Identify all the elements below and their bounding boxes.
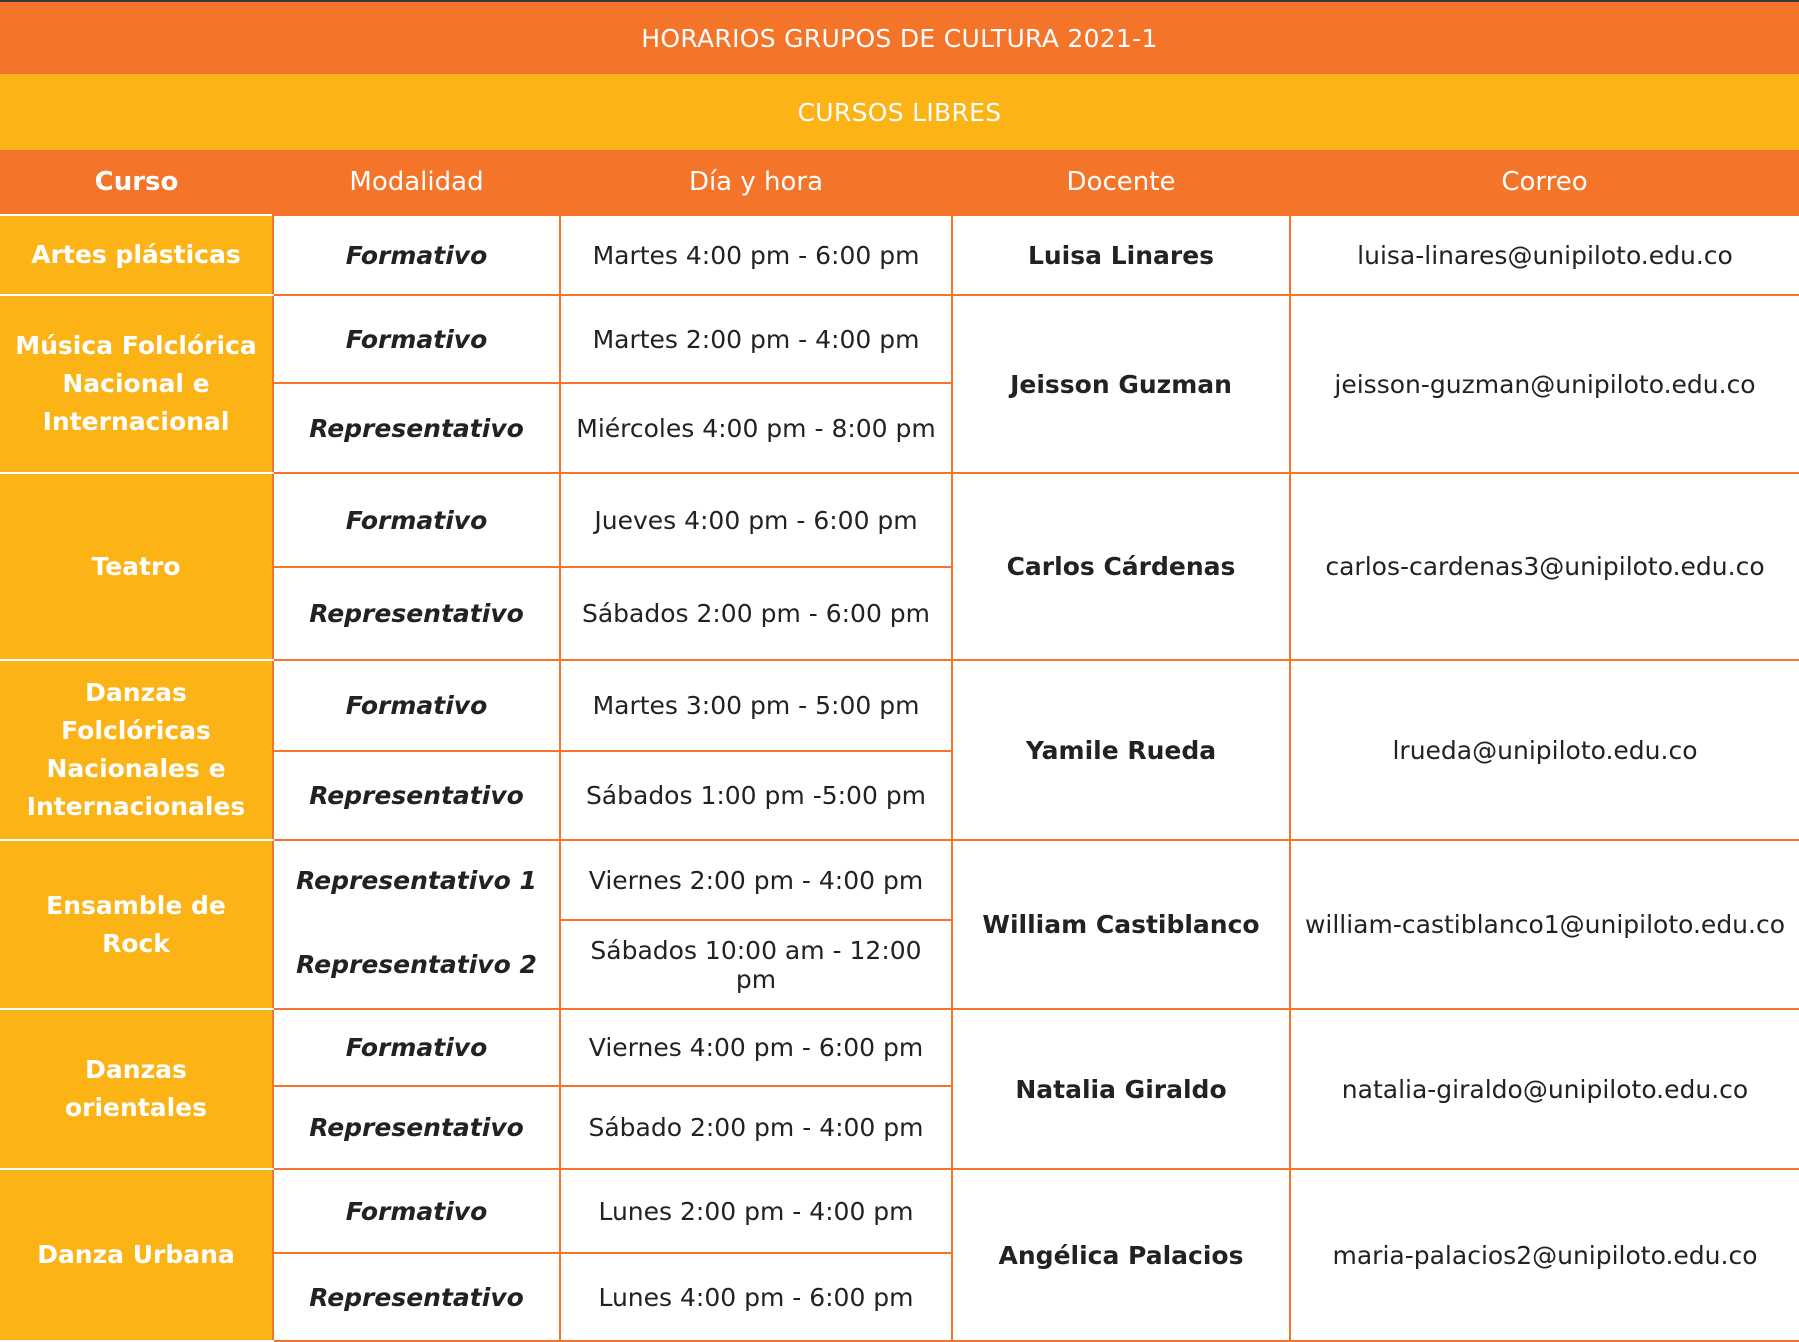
- modality-cell: Formativo: [273, 215, 560, 295]
- schedule-cell: Sábados 10:00 am - 12:00 pm: [560, 920, 952, 1009]
- teacher-name: Angélica Palacios: [952, 1169, 1290, 1341]
- schedule-cell: Sábados 2:00 pm - 6:00 pm: [560, 567, 952, 660]
- course-name: Ensamble de Rock: [0, 840, 273, 1009]
- teacher-name: Luisa Linares: [952, 215, 1290, 295]
- modality-cell: Formativo: [273, 473, 560, 567]
- modality-cell: Representativo 1: [273, 840, 560, 920]
- course-name: Teatro: [0, 473, 273, 660]
- schedule-cell: Lunes 2:00 pm - 4:00 pm: [560, 1169, 952, 1253]
- schedule-cell: Martes 4:00 pm - 6:00 pm: [560, 215, 952, 295]
- teacher-email[interactable]: natalia-giraldo@unipiloto.edu.co: [1290, 1009, 1799, 1169]
- table-header-row: [0, 150, 1799, 215]
- column-header-correo: Correo: [1290, 150, 1799, 215]
- page-title: HORARIOS GRUPOS DE CULTURA 2021-1: [0, 2, 1799, 74]
- course-name: Danza Urbana: [0, 1169, 273, 1341]
- course-name: Danzas Folclóricas Nacionales e Internacionales: [0, 660, 273, 840]
- teacher-email[interactable]: maria-palacios2@unipiloto.edu.co: [1290, 1169, 1799, 1341]
- modality-cell: Formativo: [273, 295, 560, 383]
- modality-cell: Formativo: [273, 1169, 560, 1253]
- modality-cell: Representativo: [273, 751, 560, 840]
- modality-cell: Representativo: [273, 383, 560, 473]
- teacher-name: Jeisson Guzman: [952, 295, 1290, 473]
- schedule-cell: Viernes 2:00 pm - 4:00 pm: [560, 840, 952, 920]
- table-row: [0, 660, 1799, 751]
- modality-cell: Representativo: [273, 1253, 560, 1341]
- column-header-dia-hora: Día y hora: [560, 150, 952, 215]
- teacher-email[interactable]: lrueda@unipiloto.edu.co: [1290, 660, 1799, 840]
- teacher-email[interactable]: luisa-linares@unipiloto.edu.co: [1290, 215, 1799, 295]
- table-row: [0, 473, 1799, 567]
- table-row: [0, 840, 1799, 920]
- teacher-email[interactable]: william-castiblanco1@unipiloto.edu.co: [1290, 840, 1799, 1009]
- schedule-cell: Sábados 1:00 pm -5:00 pm: [560, 751, 952, 840]
- schedule-cell: Sábado 2:00 pm - 4:00 pm: [560, 1086, 952, 1169]
- teacher-name: Carlos Cárdenas: [952, 473, 1290, 660]
- column-header-curso: Curso: [0, 150, 273, 215]
- section-subtitle: CURSOS LIBRES: [0, 74, 1799, 150]
- table-row: [0, 1169, 1799, 1253]
- modality-cell: Formativo: [273, 660, 560, 751]
- teacher-name: William Castiblanco: [952, 840, 1290, 1009]
- column-header-modalidad: Modalidad: [273, 150, 560, 215]
- table-row: [0, 1009, 1799, 1086]
- teacher-name: Yamile Rueda: [952, 660, 1290, 840]
- modality-cell: Representativo 2: [273, 920, 560, 1009]
- schedule-cell: Jueves 4:00 pm - 6:00 pm: [560, 473, 952, 567]
- schedule-cell: Lunes 4:00 pm - 6:00 pm: [560, 1253, 952, 1341]
- schedule-cell: Martes 3:00 pm - 5:00 pm: [560, 660, 952, 751]
- schedule-cell: Martes 2:00 pm - 4:00 pm: [560, 295, 952, 383]
- table-row: [0, 295, 1799, 383]
- table-row: [0, 215, 1799, 295]
- schedule-cell: Viernes 4:00 pm - 6:00 pm: [560, 1009, 952, 1086]
- schedule-table: [0, 150, 1799, 1342]
- column-header-docente: Docente: [952, 150, 1290, 215]
- teacher-email[interactable]: jeisson-guzman@unipiloto.edu.co: [1290, 295, 1799, 473]
- course-name: Danzas orientales: [0, 1009, 273, 1169]
- schedule-cell: Miércoles 4:00 pm - 8:00 pm: [560, 383, 952, 473]
- modality-cell: Representativo: [273, 1086, 560, 1169]
- teacher-email[interactable]: carlos-cardenas3@unipiloto.edu.co: [1290, 473, 1799, 660]
- modality-cell: Formativo: [273, 1009, 560, 1086]
- teacher-name: Natalia Giraldo: [952, 1009, 1290, 1169]
- course-name: Música Folclórica Nacional e Internacional: [0, 295, 273, 473]
- modality-cell: Representativo: [273, 567, 560, 660]
- course-name: Artes plásticas: [0, 215, 273, 295]
